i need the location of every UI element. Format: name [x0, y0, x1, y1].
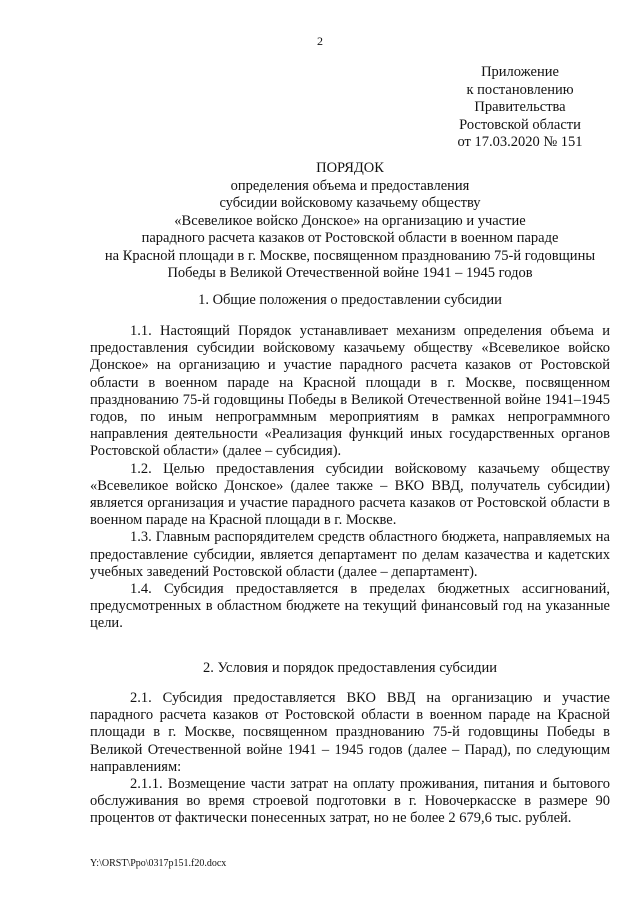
- appendix-line: от 17.03.2020 № 151: [457, 134, 583, 150]
- title-line: «Всевеликое войско Донское» на организацию и участие: [174, 212, 526, 229]
- paragraph-1-4: 1.4. Субсидия предоставляется в пределах бюджетных ассигнований, предусмотренных в областном бюджете на текущий финансовый год на указанные цели.: [90, 581, 610, 632]
- paragraph-2-1-1: 2.1.1. Возмещение части затрат на оплату проживания, питания и бытового обслуживания во время строевой подготовки в г. Новочеркасске в размере 90 процентов от фактически понесенных затрат, но не более 2 679,6 тыс. рублей.: [90, 776, 610, 827]
- appendix-line: Ростовской области: [459, 116, 581, 133]
- title-line: Победы в Великой Отечественной войне 1941 – 1945 годов: [167, 265, 533, 281]
- page-number: 2: [317, 34, 323, 48]
- file-path-footer: Y:\ORST\Ppo\0317p151.f20.docx: [90, 858, 227, 869]
- paragraph-1-2: 1.2. Целью предоставления субсидии войсковому казачьему обществу «Всевеликое войско Донское» (далее также – ВКО ВВД, получатель субсидии) является организация и участие парадного расчета казаков от Ростовской области в военном параде на Красной площади в г. Москве.: [90, 460, 610, 529]
- appendix-line: Правительства: [474, 99, 566, 115]
- appendix-header: [440, 64, 600, 152]
- title-line: на Красной площади в г. Москве, посвященном празднованию 75-й годовщины: [104, 247, 596, 264]
- appendix-line: к постановлению: [466, 81, 574, 98]
- appendix-line: Приложение: [481, 64, 559, 80]
- paragraph-1-1: 1.1. Настоящий Порядок устанавливает механизм определения объема и предоставления субсидии войсковому казачьему обществу «Всевеликое войско Донское» на организацию и участие парадного расчета казаков от Ростовской области в военном параде на Красной площади в г. Москве, посвященном празднованию 75-й годовщины Победы в Великой Отечественной войне 1941–1945 годов, по иным непрограммным мероприятиям в рамках непрограммного направления деятельности «Реализация функций иных государственных органов Ростовской области» (далее – субсидия).: [90, 323, 610, 460]
- title-line: парадного расчета казаков от Ростовской области в военном параде: [141, 230, 559, 246]
- title-heading: ПОРЯДОК: [316, 160, 384, 176]
- section-1-body: [90, 323, 610, 633]
- document-title: [60, 160, 640, 283]
- title-line: субсидии войсковому казачьему обществу: [219, 195, 481, 211]
- section-2-heading: 2. Условия и порядок предоставления субсидии: [202, 660, 497, 676]
- paragraph-2-1: 2.1. Субсидия предоставляется ВКО ВВД на организацию и участие парадного расчета казаков от Ростовской области в военном параде на Красной площади в г. Москве, посвященном празднованию 75-й годовщины Победы в Великой Отечественной войне 1941 – 1945 годов (далее – Парад), по следующим направлениям:: [90, 690, 610, 775]
- section-1-heading: 1. Общие положения о предоставлении субсидии: [198, 292, 502, 308]
- title-line: определения объема и предоставления: [230, 177, 470, 194]
- section-2-body: [90, 690, 610, 828]
- paragraph-1-3: 1.3. Главным распорядителем средств областного бюджета, направляемых на предоставление субсидии, является департамент по делам казачества и кадетских учебных заведений Ростовской области (далее – департамент).: [90, 529, 610, 580]
